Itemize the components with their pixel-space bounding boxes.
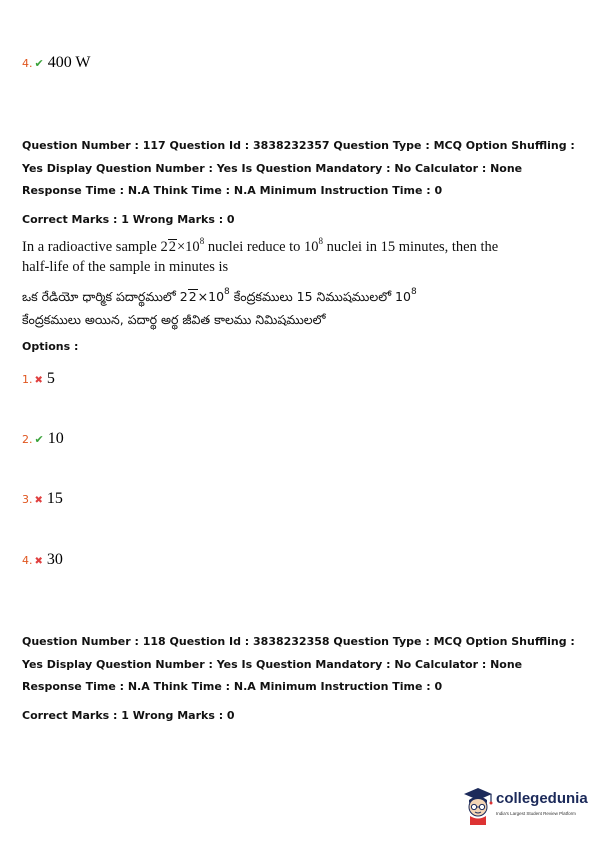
option-4 <box>22 551 63 569</box>
option-value: 5 <box>46 370 55 387</box>
wrong-cross-icon: ✖ <box>34 556 43 567</box>
option-value: 15 <box>46 490 63 507</box>
option-number: 2. <box>22 433 33 446</box>
options-label: Options : <box>22 340 79 353</box>
wrong-cross-icon: ✖ <box>34 495 43 506</box>
graduate-mascot-icon <box>461 785 495 825</box>
question-117-english-line2: half-life of the sample in minutes is <box>22 259 229 275</box>
collegedunia-logo <box>461 785 591 830</box>
question-118-meta: Question Number : 118 Question Id : 3838232358 Question Type : MCQ Option Shuffling : Yes Display Question Number : Yes Is Question Mandatory : No Calculator : None Response Time : N.A Think Time : N.A Minimum Instruction Time : 0 <box>22 635 575 693</box>
prev-option-4 <box>22 54 91 72</box>
question-118-marks: Correct Marks : 1 Wrong Marks : 0 <box>22 709 235 722</box>
question-117-marks: Correct Marks : 1 Wrong Marks : 0 <box>22 213 235 226</box>
option-value: 10 <box>47 430 64 447</box>
option-value: 30 <box>46 551 63 568</box>
option-value: 400 W <box>47 54 91 71</box>
question-117-telugu-line2: కేంద్రకములు అయిన, పదార్థ అర్థ జీవిత కాలము నిమిషములలో <box>22 312 326 327</box>
wrong-cross-icon: ✖ <box>34 375 43 386</box>
option-number: 1. <box>22 373 33 386</box>
option-3 <box>22 490 63 508</box>
question-117-meta: Question Number : 117 Question Id : 3838232357 Question Type : MCQ Option Shuffling : Yes Display Question Number : Yes Is Question Mandatory : No Calculator : None Response Time : N.A Think Time : N.A Minimum Instruction Time : 0 <box>22 139 575 197</box>
option-1 <box>22 370 55 388</box>
question-117-telugu-line1: ఒక రేడియో ధార్మిక పదార్థములో $22\times 10^8$ కేంద్రకములు 15 నిముషములలో $10^8$ <box>22 287 417 304</box>
correct-tick-icon: ✔ <box>34 433 44 446</box>
question-117-english-line1: In a radioactive sample $22\times 10^8$ nuclei reduce to $10^8$ nuclei in 15 minutes, then the <box>22 236 499 255</box>
option-number: 4. <box>22 554 33 567</box>
option-number: 3. <box>22 493 33 506</box>
logo-wordmark: collegedunia <box>496 790 588 807</box>
logo-tagline: India's Largest Student Review Platform <box>496 811 576 816</box>
option-number: 4. <box>22 57 33 70</box>
correct-tick-icon: ✔ <box>34 57 44 70</box>
option-2 <box>22 430 64 448</box>
